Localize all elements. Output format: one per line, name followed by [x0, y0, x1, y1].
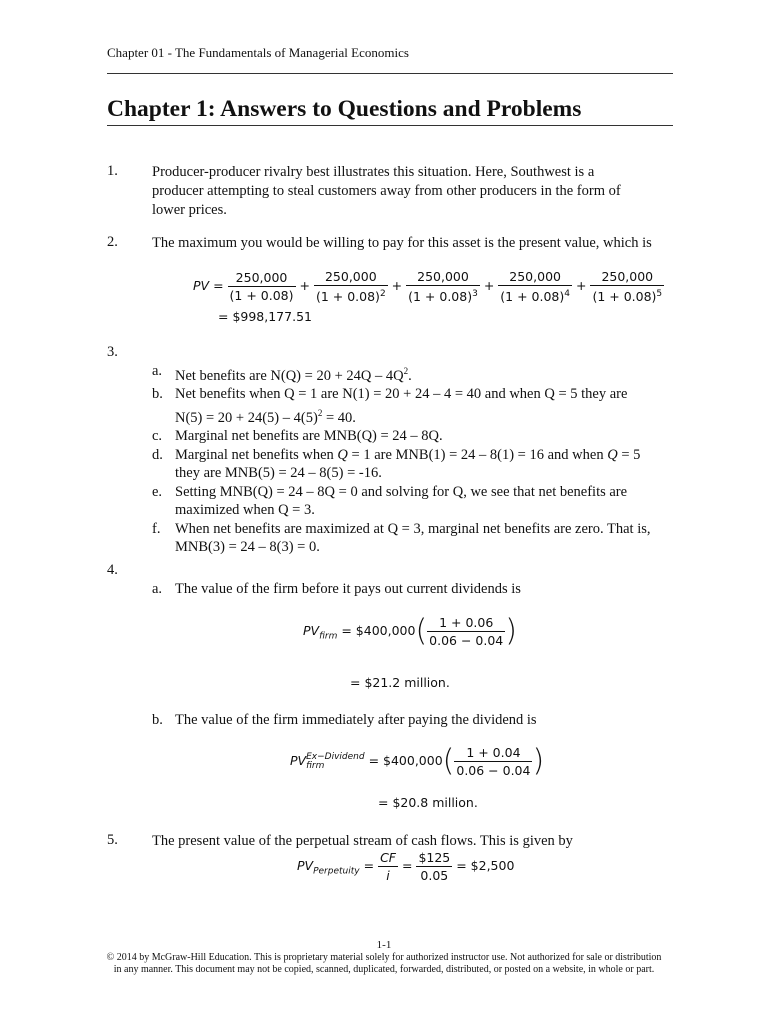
copyright-notice [90, 952, 678, 976]
question-3-number: 3. [107, 344, 118, 360]
term-base: (1 + 0.08) [315, 289, 380, 305]
question-1-answer [152, 163, 672, 220]
term-numerator: 250,000 [324, 269, 377, 284]
term-base: (1 + 0.08) [592, 289, 657, 305]
fraction-denominator: 0.06 − 0.04 [429, 633, 504, 648]
question-2-text: The maximum you would be willing to pay for this asset is the present value, which is [152, 235, 652, 251]
part-b-line2 [175, 404, 627, 427]
part-text [175, 520, 651, 557]
perpetuity-result: = $2,500 [456, 858, 515, 873]
part-d-line1 [175, 446, 640, 465]
coefficient: = $400,000 [341, 623, 416, 638]
pv-term-1 [228, 269, 296, 304]
plus-sign: + [391, 278, 403, 294]
term-numerator: 250,000 [235, 270, 288, 286]
part-label: a. [152, 363, 163, 379]
term-denominator [590, 285, 664, 305]
part-text [175, 483, 627, 520]
left-paren: ( [415, 613, 428, 649]
pv-subscript: firm [306, 760, 325, 771]
ex-dividend-equation [290, 744, 544, 779]
growth-fraction [454, 744, 532, 779]
term-denominator [314, 285, 388, 305]
running-header: Chapter 01 - The Fundamentals of Managerial Economics [107, 45, 409, 60]
firm-value-equation [303, 614, 517, 649]
pv-term-5 [590, 268, 664, 305]
pv-subscript: Perpetuity [313, 866, 360, 877]
q-variable: Q [337, 446, 348, 463]
part-label: a. [152, 581, 163, 597]
part-d-text: Marginal net benefits when [175, 446, 338, 463]
part-b-line2-text: N(5) = 20 + 24(5) – 4(5) [175, 409, 318, 426]
perpetuity-equation [297, 849, 514, 884]
present-value-equation [193, 268, 664, 305]
header-rule [107, 73, 673, 74]
part-text: The value of the firm immediately after paying the dividend is [175, 712, 537, 728]
right-paren: ) [505, 613, 517, 649]
pv-scripts [306, 753, 364, 771]
plus-sign: + [299, 278, 310, 294]
q-variable: Q [607, 446, 618, 463]
pv-symbol: PV [303, 623, 320, 638]
page-title: Chapter 1: Answers to Questions and Problems [107, 96, 582, 122]
term-exponent: 3 [472, 289, 478, 299]
part-a-text: Net benefits are N(Q) = 20 + 24Q – 4Q [175, 367, 404, 384]
question-1-number: 1. [107, 163, 118, 179]
plus-sign: + [575, 278, 587, 294]
pv-subscript: firm [319, 631, 338, 642]
q4-part-b-intro [152, 711, 537, 730]
term-exponent: 5 [656, 289, 663, 299]
term-numerator: 250,000 [601, 269, 654, 284]
part-d-text: = 5 [617, 446, 641, 463]
firm-value-result: = $21.2 million. [350, 675, 450, 690]
pv-symbol: PV [290, 753, 307, 768]
q4-part-a-intro [152, 580, 521, 599]
part-label: d. [152, 446, 163, 463]
pv-symbol: PV [297, 858, 314, 873]
part-text: The value of the firm before it pays out current dividends is [175, 581, 521, 597]
term-exponent: 4 [564, 289, 570, 299]
cf-over-i-fraction [378, 849, 398, 884]
pv-symbol: PV [193, 278, 210, 294]
title-rule [107, 125, 673, 126]
pv-superscript: Ex−Dividend [306, 751, 365, 762]
growth-fraction [427, 614, 505, 649]
left-paren: ( [442, 743, 455, 779]
term-denominator [498, 285, 572, 305]
q3-part-b [152, 385, 682, 427]
q1-line: producer attempting to steal customers away from other producers in the form of [152, 183, 621, 199]
q3-part-d [152, 446, 682, 483]
pv-term-4 [498, 268, 572, 305]
present-value-result: = $998,177.51 [218, 309, 312, 324]
question-3-parts [152, 362, 682, 557]
right-paren: ) [532, 743, 545, 779]
question-5-text: The present value of the perpetual stream of cash flows. This is given by [152, 833, 573, 849]
part-text: Marginal net benefits are MNB(Q) = 24 – 8Q. [175, 428, 443, 445]
pv-term-3 [406, 268, 480, 305]
equals-sign: = [213, 278, 224, 294]
term-base: (1 + 0.08) [500, 289, 565, 305]
term-denominator: (1 + 0.08) [229, 288, 294, 304]
plus-sign: + [483, 278, 495, 294]
fraction-numerator: $125 [418, 850, 451, 865]
part-e-line1: Setting MNB(Q) = 24 – 8Q = 0 and solving for Q, we see that net benefits are [175, 483, 628, 500]
part-label: c. [152, 428, 163, 445]
equals-sign: = [401, 858, 413, 873]
fraction-denominator: 0.06 − 0.04 [456, 763, 531, 778]
copyright-line: in any manner. This document may not be copied, scanned, duplicated, forwarded, distributed, or posted on a website, in whole or part. [113, 964, 655, 975]
question-5-number: 5. [107, 832, 118, 848]
term-denominator [406, 285, 480, 305]
q3-part-c [152, 427, 682, 446]
part-d-line2: they are MNB(5) = 24 – 8(5) = -16. [175, 465, 382, 482]
term-numerator: 250,000 [417, 269, 469, 284]
q3-part-e [152, 483, 682, 520]
part-text [175, 385, 627, 427]
fraction-numerator: 1 + 0.04 [466, 745, 521, 760]
fraction-numerator: 1 + 0.06 [439, 615, 494, 630]
ex-dividend-result: = $20.8 million. [378, 795, 478, 810]
part-label: f. [152, 520, 161, 537]
part-text [175, 362, 412, 385]
part-f-line2: MNB(3) = 24 – 8(3) = 0. [175, 539, 320, 556]
part-d-text: = 1 are MNB(1) = 24 – 8(1) = 16 and when [347, 446, 608, 463]
part-b-line2-tail: = 40. [322, 409, 356, 426]
part-label: e. [152, 483, 163, 500]
q1-line: lower prices. [152, 202, 227, 218]
part-text [175, 446, 640, 483]
part-e-line2: maximized when Q = 3. [175, 502, 315, 519]
value-fraction [416, 849, 452, 884]
term-numerator: 250,000 [509, 269, 561, 284]
equals-sign: = [363, 858, 375, 873]
fraction-denominator: 0.05 [416, 866, 452, 884]
fraction-denominator: i [378, 866, 398, 884]
question-4-number: 4. [107, 562, 118, 578]
period: . [408, 367, 412, 384]
term-base: (1 + 0.08) [408, 289, 473, 305]
fraction-numerator: CF [380, 850, 396, 865]
exponent: 2 [403, 366, 409, 376]
part-b-line1: Net benefits when Q = 1 are N(1) = 20 + 24 – 4 = 40 and when Q = 5 they are [175, 386, 628, 403]
pv-term-2 [314, 268, 388, 305]
part-f-line1: When net benefits are maximized at Q = 3, marginal net benefits are zero. That is, [175, 520, 651, 537]
part-label: b. [152, 712, 163, 728]
q3-part-a [152, 362, 682, 385]
copyright-line: © 2014 by McGraw-Hill Education. This is proprietary material solely for authorized instructor use. Not authorized for sale or distribution [106, 952, 662, 963]
term-exponent: 2 [379, 289, 386, 299]
question-2-number: 2. [107, 234, 118, 250]
exponent: 2 [317, 407, 323, 418]
page-number: 1-1 [376, 939, 392, 951]
part-label: b. [152, 386, 163, 403]
q3-part-f [152, 520, 682, 557]
q1-line: Producer-producer rivalry best illustrates this situation. Here, Southwest is a [152, 164, 595, 180]
coefficient: = $400,000 [368, 753, 443, 768]
